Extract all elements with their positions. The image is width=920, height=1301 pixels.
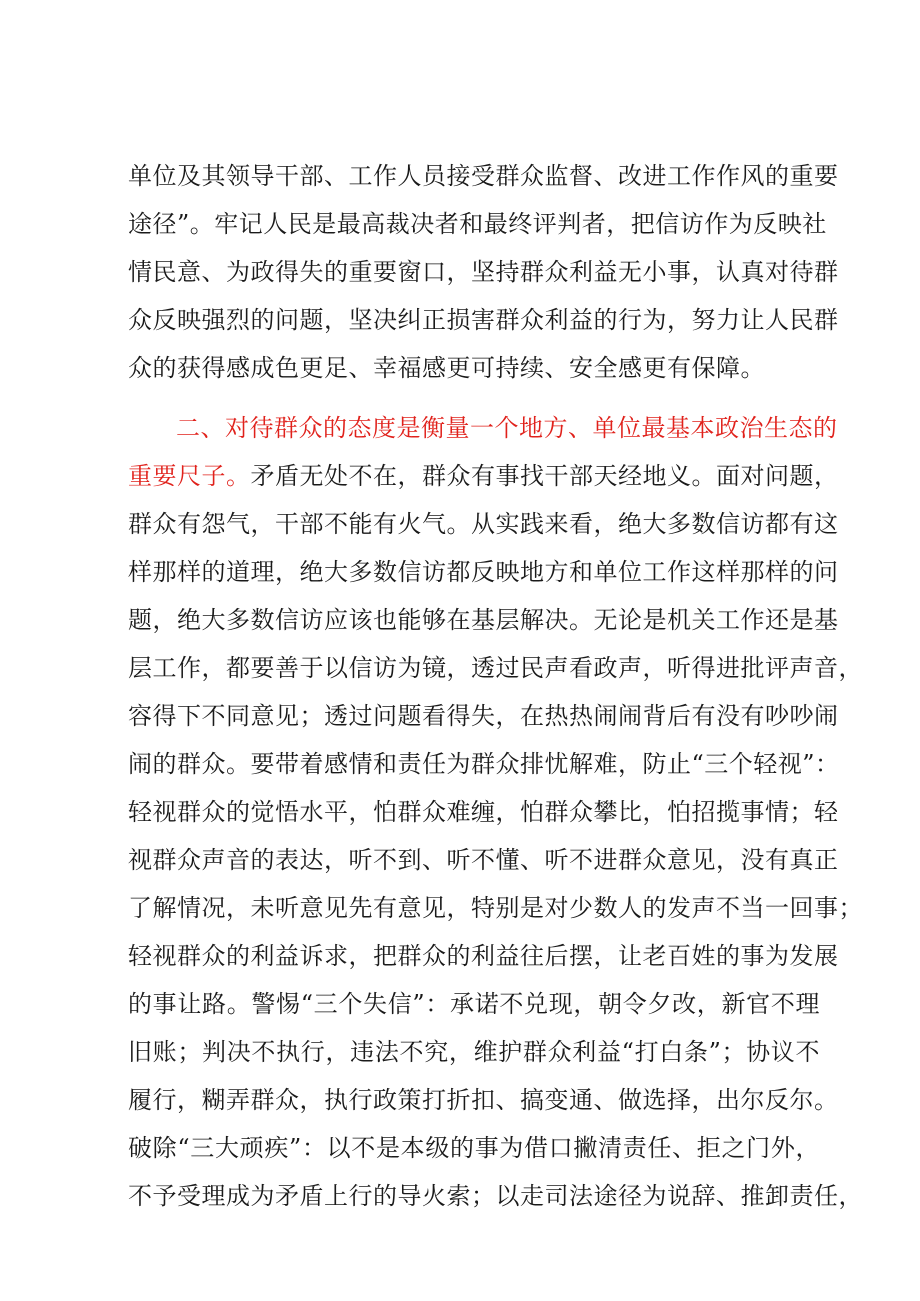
text-line: 不予受理成为矛盾上行的导火索；以走司法途径为说辞、推卸责任， (128, 1182, 863, 1210)
text-line: 履行，糊弄群众，执行政策打折扣、搞变通、做选择，出尔反尔。 (128, 1086, 839, 1114)
section-heading: 二、对待群众的态度是衡量一个地方、单位最基本政治生态的 (176, 414, 838, 442)
text-line: 层工作，都要善于以信访为镜，透过民声看政声，听得进批评声音， (128, 654, 863, 682)
text-line: 视群众声音的表达，听不到、听不懂、听不进群众意见，没有真正 (128, 846, 839, 874)
text-line: 众的获得感成色更足、幸福感更可持续、安全感更有保障。 (128, 354, 765, 382)
text-line: 闹的群众。要带着感情和责任为群众排忧解难，防止“三个轻视”： (128, 750, 840, 778)
text-line: 旧账；判决不执行，违法不究，维护群众利益“打白条”；协议不 (128, 1038, 820, 1066)
text-line: 破除“三大顽疾”：以不是本级的事为借口撇清责任、拒之门外， (128, 1134, 820, 1162)
paragraph-1 (128, 152, 839, 392)
text-line: 群众有怨气，干部不能有火气。从实践来看，绝大多数信访都有这 (128, 510, 839, 538)
text-line: 了解情况，未听意见先有意见，特别是对少数人的发声不当一回事； (128, 894, 863, 922)
text-line: 单位及其领导干部、工作人员接受群众监督、改进工作作风的重要 (128, 162, 839, 190)
text-line: 样那样的道理，绝大多数信访都反映地方和单位工作这样那样的问 (128, 558, 839, 586)
text-line: 容得下不同意见；透过问题看得失，在热热闹闹背后有没有吵吵闹 (128, 702, 839, 730)
text-line-rest: 矛盾无处不在，群众有事找干部天经地义。面对问题， (250, 462, 839, 490)
text-line: 途径”。牢记人民是最高裁决者和最终评判者，把信访作为反映社 (128, 210, 827, 238)
text-line: 众反映强烈的问题，坚决纠正损害群众利益的行为，努力让人民群 (128, 306, 839, 334)
text-line: 的事让路。警惕“三个失信”：承诺不兑现，朝令夕改，新官不理 (128, 990, 820, 1018)
paragraph-2 (128, 404, 863, 1220)
text-line: 轻视群众的觉悟水平，怕群众难缠，怕群众攀比，怕招揽事情；轻 (128, 798, 839, 826)
text-line: 情民意、为政得失的重要窗口，坚持群众利益无小事，认真对待群 (128, 258, 839, 286)
text-line (128, 452, 839, 500)
section-heading-end: 重要尺子。 (128, 462, 251, 490)
document-page (128, 152, 863, 1220)
text-line: 轻视群众的利益诉求，把群众的利益往后摆，让老百姓的事为发展 (128, 942, 839, 970)
text-line: 题，绝大多数信访应该也能够在基层解决。无论是机关工作还是基 (128, 606, 839, 634)
